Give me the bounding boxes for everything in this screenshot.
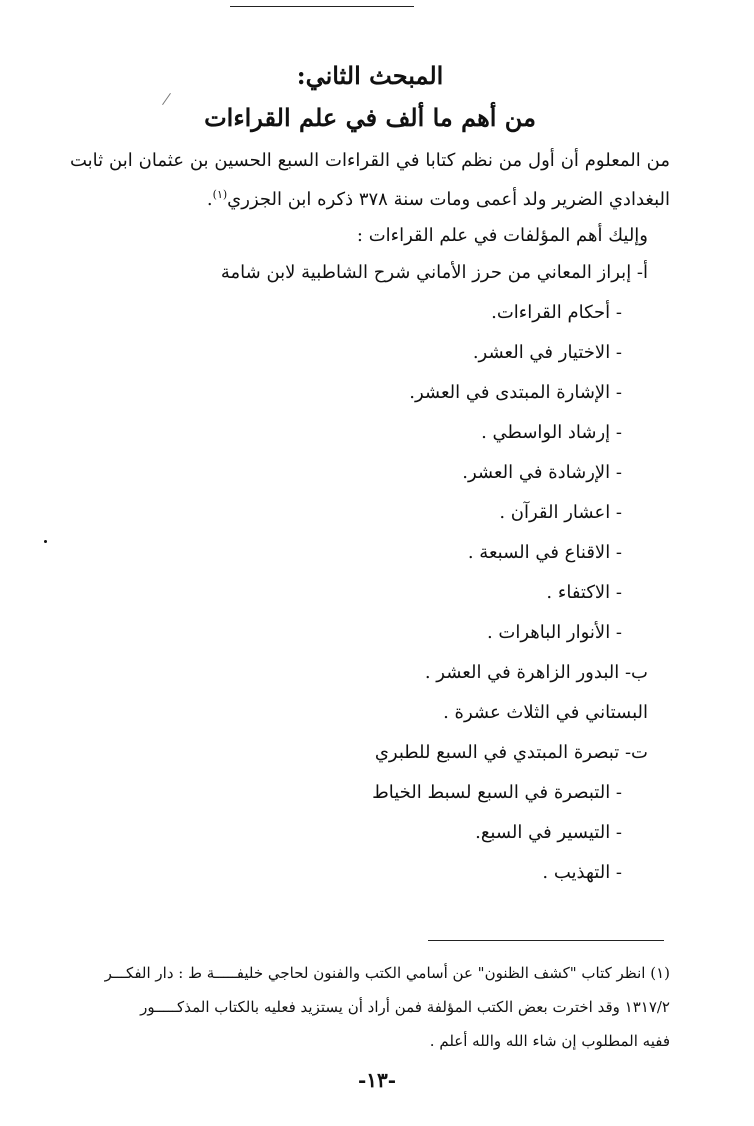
works-list — [70, 253, 670, 893]
list-item: - إرشاد الواسطي . — [481, 422, 622, 443]
list-intro: وإليك أهم المؤلفات في علم القراءات : — [356, 225, 648, 246]
footnote — [70, 956, 670, 1058]
page-number: -١٣- — [357, 1068, 397, 1092]
section-title: المبحث الثاني: — [296, 61, 444, 90]
list-item: - الإشارة المبتدى في العشر. — [409, 382, 622, 403]
list-item: البستاني في الثلاث عشرة . — [443, 702, 648, 723]
list-item: - الاكتفاء . — [546, 582, 622, 603]
list-item: - الاقناع في السبعة . — [467, 542, 622, 563]
footnote-line: (١) انظر كتاب "كشف الظنون" عن أسامي الكتب والفنون لحاجي خليفـــــة ط : دار الفكـــر — [104, 964, 670, 982]
intro-text: من المعلوم أن أول من نظم كتابا في القراءات السبع الحسين بن عثمان ابن ثابت البغدادي الضرير ولد أعمى ومات سنة ٣٧٨ ذكره ابن الجزري — [70, 150, 670, 210]
footnote-ref: (١) — [212, 188, 228, 201]
list-item: - التبصرة في السبع لسبط الخياط — [372, 782, 622, 803]
footnote-divider — [428, 940, 664, 941]
list-item: - أحكام القراءات. — [491, 302, 622, 323]
list-item: - التهذيب . — [542, 862, 622, 883]
top-rule — [230, 6, 414, 7]
section-subtitle: من أهم ما ألف في علم القراءات — [204, 103, 536, 132]
footnote-line: ١٣١٧/٢ وقد اخترت بعض الكتب المؤلفة فمن أراد أن يستزيد فعليه بالكتاب المذكـــــور — [140, 998, 670, 1016]
list-item: - اعشار القرآن . — [499, 502, 622, 523]
stray-dot — [44, 540, 47, 543]
list-item: ت- تبصرة المبتدي في السبع للطبري — [374, 742, 648, 763]
footnote-line: ففيه المطلوب إن شاء الله والله أعلم . — [429, 1032, 670, 1050]
list-item: ب- البدور الزاهرة في العشر . — [424, 662, 648, 683]
intro-end: . — [206, 189, 213, 210]
list-item: - التيسير في السبع. — [475, 822, 622, 843]
list-item: - الإرشادة في العشر. — [462, 462, 622, 483]
intro-paragraph — [70, 144, 670, 217]
page-body — [70, 50, 670, 1110]
list-item: - الأنوار الباهرات . — [486, 622, 622, 643]
list-item: أ- إبراز المعاني من حرز الأماني شرح الشاطبية لابن شامة — [220, 262, 648, 283]
list-item: - الاختيار في العشر. — [472, 342, 622, 363]
